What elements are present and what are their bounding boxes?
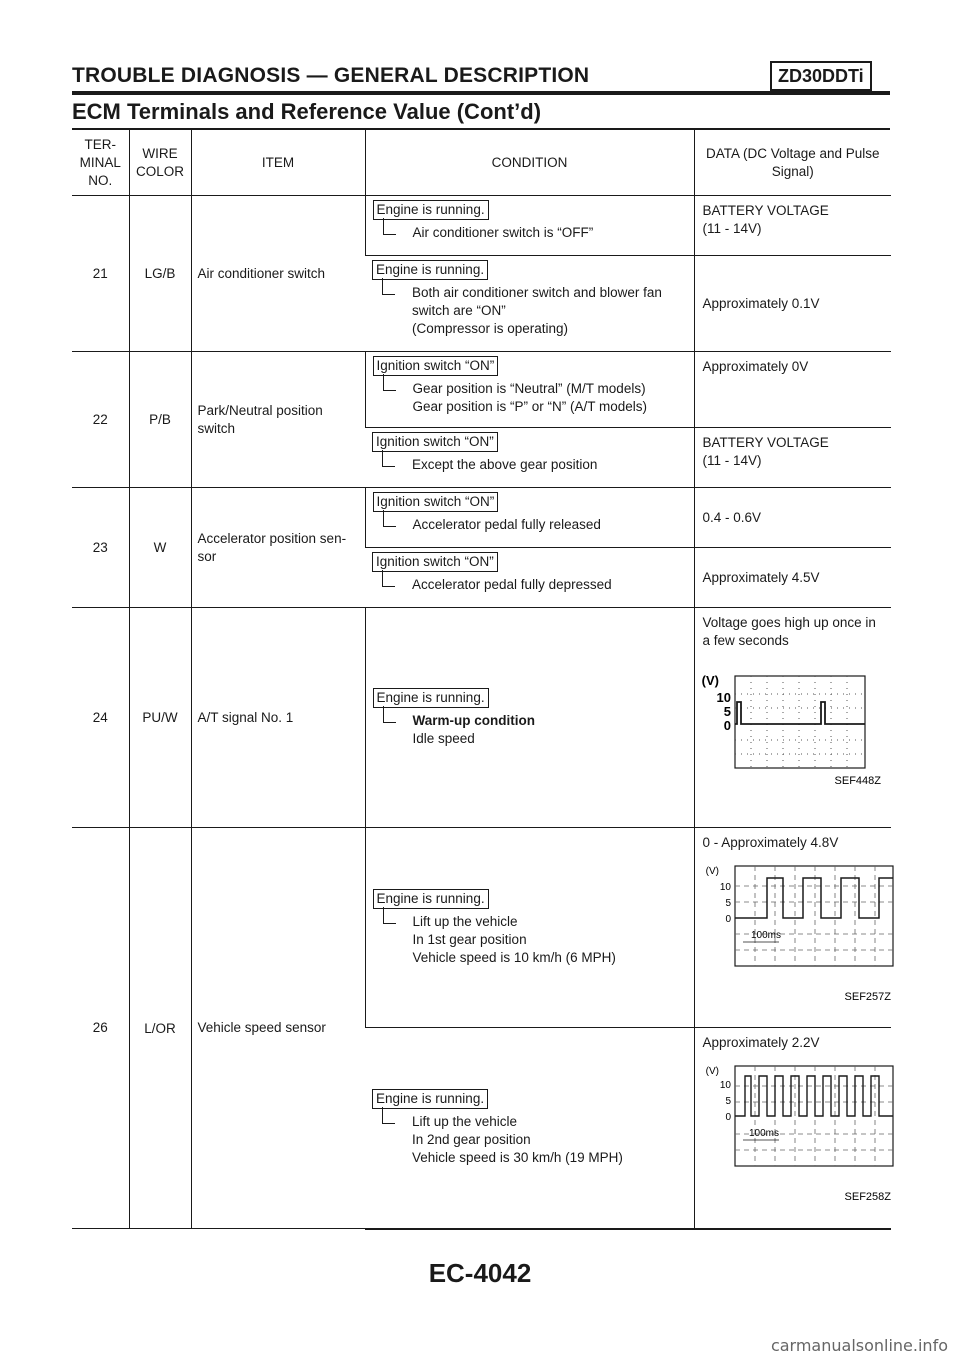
terminal-no: 26	[72, 828, 129, 1229]
y-tick-5: 5	[724, 1096, 731, 1107]
condition-detail: Both air conditioner switch and blower fan switch are “ON” (Compressor is operating)	[412, 285, 662, 336]
bracket-icon	[382, 570, 395, 587]
scope-grid	[735, 676, 865, 768]
y-tick-5: 5	[723, 704, 731, 719]
waveform-figure	[703, 1056, 891, 1204]
y-tick-5: 5	[724, 898, 731, 909]
section-subtitle: ECM Terminals and Reference Value (Cont’d)	[72, 99, 542, 124]
bracket-icon	[382, 278, 395, 295]
title-rule	[72, 91, 890, 95]
col-condition: CONDITION	[365, 130, 694, 196]
time-scale-label: 100ms	[748, 1128, 779, 1139]
item: Accelerator position sen- sor	[191, 488, 365, 608]
condition	[365, 352, 694, 428]
ecm-terminal-table	[72, 130, 891, 1230]
wire-color: P/B	[129, 352, 191, 488]
condition-detail: Idle speed	[412, 730, 475, 746]
wire-color: W	[129, 488, 191, 608]
item: Air conditioner switch	[191, 196, 365, 352]
waveform-trace	[735, 1076, 893, 1116]
scope-frame	[735, 866, 893, 966]
table-row	[72, 196, 891, 256]
y-tick-10: 10	[719, 1080, 731, 1091]
data-value: Approximately 4.5V	[694, 548, 891, 608]
data-value	[694, 1028, 891, 1229]
data-value: BATTERY VOLTAGE (11 - 14V)	[694, 196, 891, 256]
condition	[365, 196, 694, 256]
bracket-icon	[383, 510, 396, 527]
scope-grid	[735, 866, 893, 966]
condition-box: Ignition switch “ON”	[373, 492, 499, 512]
terminal-no: 23	[72, 488, 129, 608]
condition-box: Ignition switch “ON”	[373, 356, 499, 376]
condition	[365, 548, 694, 608]
data-value	[694, 828, 891, 1028]
scope-frame	[735, 676, 865, 768]
col-terminal: TER- MINAL NO.	[72, 130, 129, 196]
condition-detail: Air conditioner switch is “OFF”	[412, 225, 594, 240]
condition-detail: Lift up the vehicle In 1st gear position Vehicle speed is 10 km/h (6 MPH)	[412, 913, 616, 965]
col-wire: WIRE COLOR	[129, 130, 191, 196]
table-row	[72, 828, 891, 1028]
page-number: EC-4042	[428, 1258, 532, 1288]
condition-detail: Lift up the vehicle In 2nd gear position Vehicle speed is 30 km/h (19 MPH)	[412, 1113, 623, 1165]
figure-code: SEF258Z	[844, 1191, 891, 1203]
unit-label: (V)	[705, 1066, 719, 1077]
condition-box: Engine is running.	[372, 1089, 488, 1109]
y-tick-10: 10	[719, 882, 731, 893]
y-tick-0: 0	[723, 718, 731, 733]
item: A/T signal No. 1	[191, 608, 365, 828]
table-row	[72, 352, 891, 428]
bracket-icon	[383, 706, 396, 723]
wire-color: PU/W	[129, 608, 191, 828]
condition-box: Engine is running.	[372, 260, 488, 280]
col-item: ITEM	[191, 130, 365, 196]
condition	[365, 488, 694, 548]
data-text: 0 - Approximately 4.8V	[702, 835, 839, 850]
condition-box: Engine is running.	[373, 889, 489, 909]
item: Park/Neutral position switch	[191, 352, 365, 488]
unit-label: (V)	[701, 673, 719, 688]
table-row	[72, 488, 891, 548]
data-value: 0.4 - 0.6V	[694, 488, 891, 548]
condition-detail: Except the above gear position	[412, 457, 598, 472]
table-row	[72, 608, 891, 828]
data-value: Approximately 0.1V	[694, 256, 891, 352]
y-tick-0: 0	[724, 1112, 731, 1123]
bracket-icon	[382, 450, 395, 467]
waveform-trace	[735, 702, 865, 724]
y-tick-10: 10	[716, 690, 731, 705]
watermark: carmanualsonline.info	[770, 1336, 948, 1355]
bracket-icon	[382, 1107, 395, 1124]
data-value: Approximately 0V	[694, 352, 891, 428]
waveform-trace	[735, 878, 893, 918]
condition-box: Ignition switch “ON”	[372, 552, 498, 572]
wire-color: LG/B	[129, 196, 191, 352]
unit-label: (V)	[705, 866, 719, 877]
condition	[365, 256, 694, 352]
bracket-icon	[383, 907, 396, 924]
wire-color: L/OR	[129, 828, 191, 1229]
condition	[365, 428, 694, 488]
item: Vehicle speed sensor	[191, 828, 365, 1229]
figure-code: SEF257Z	[844, 991, 891, 1003]
terminal-no: 22	[72, 352, 129, 488]
condition-detail: Accelerator pedal fully depressed	[412, 577, 612, 592]
condition-box: Engine is running.	[373, 688, 489, 708]
condition-box: Ignition switch “ON”	[372, 432, 498, 452]
data-value	[694, 608, 891, 828]
data-text: Approximately 2.2V	[702, 1035, 820, 1050]
condition-detail-bold: Warm-up condition	[412, 712, 535, 728]
condition-detail: Gear position is “Neutral” (M/T models) Gear position is “P” or “N” (A/T models)	[412, 381, 648, 414]
col-data: DATA (DC Voltage and Pulse Signal)	[694, 130, 891, 196]
section-title: TROUBLE DIAGNOSIS — GENERAL DESCRIPTION	[72, 64, 590, 87]
y-tick-0: 0	[724, 914, 731, 925]
condition	[365, 1028, 694, 1229]
condition	[365, 608, 694, 828]
terminal-no: 21	[72, 196, 129, 352]
waveform-figure	[703, 856, 891, 1004]
condition	[365, 828, 694, 1028]
waveform-figure	[703, 656, 883, 786]
condition-detail: Accelerator pedal fully released	[412, 517, 601, 532]
model-badge: ZD30DDTi	[770, 61, 872, 91]
data-text: Voltage goes high up once in a few seconds	[702, 615, 876, 648]
table-header-row	[72, 130, 891, 196]
figure-code: SEF448Z	[834, 775, 881, 787]
bracket-icon	[383, 374, 396, 391]
condition-box: Engine is running.	[373, 200, 489, 220]
data-value: BATTERY VOLTAGE (11 - 14V)	[694, 428, 891, 488]
bracket-icon	[383, 218, 396, 235]
terminal-no: 24	[72, 608, 129, 828]
time-scale-label: 100ms	[750, 930, 781, 941]
